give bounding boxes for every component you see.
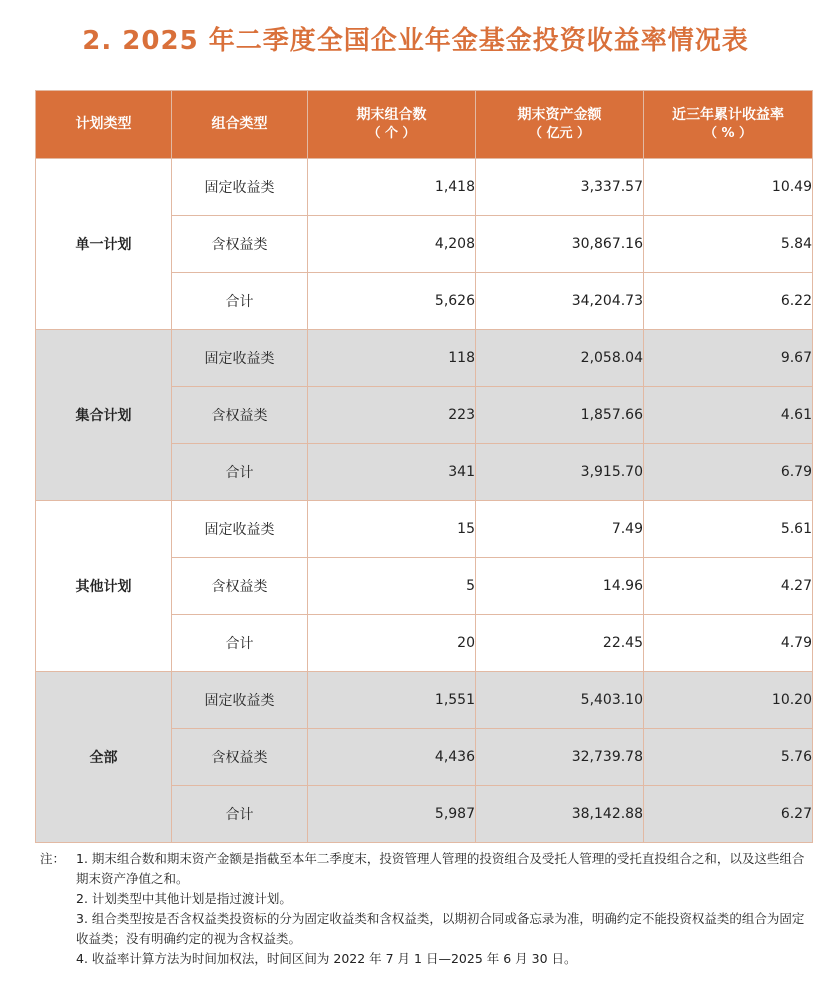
rate-cell: 5.84 xyxy=(644,216,813,273)
table-row xyxy=(36,159,813,216)
assets-cell: 7.49 xyxy=(476,501,644,558)
assets-cell: 38,142.88 xyxy=(476,786,644,843)
rate-cell: 10.20 xyxy=(644,672,813,729)
page-title: 2. 2025 年二季度全国企业年金基金投资收益率情况表 xyxy=(82,26,749,56)
combo-type-cell: 固定收益类 xyxy=(172,501,308,558)
count-cell: 20 xyxy=(308,615,476,672)
rate-cell: 4.27 xyxy=(644,558,813,615)
plan-type-cell: 其他计划 xyxy=(36,501,172,672)
count-cell: 15 xyxy=(308,501,476,558)
note-1: 1. 期末组合数和期末资产金额是指截至本年二季度末，投资管理人管理的投资组合及受托人管理的受托直投组合之和，以及这些组合期末资产净值之和。 xyxy=(76,851,805,886)
assets-cell: 30,867.16 xyxy=(476,216,644,273)
header-count: 期末组合数 （ 个 ） xyxy=(308,91,476,159)
returns-table xyxy=(35,90,813,843)
table-row xyxy=(36,501,813,558)
count-cell: 5,626 xyxy=(308,273,476,330)
count-cell: 1,418 xyxy=(308,159,476,216)
count-cell: 5 xyxy=(308,558,476,615)
plan-type-cell: 集合计划 xyxy=(36,330,172,501)
rate-cell: 5.76 xyxy=(644,729,813,786)
count-cell: 118 xyxy=(308,330,476,387)
assets-cell: 32,739.78 xyxy=(476,729,644,786)
combo-type-cell: 固定收益类 xyxy=(172,159,308,216)
assets-cell: 22.45 xyxy=(476,615,644,672)
rate-cell: 6.79 xyxy=(644,444,813,501)
rate-cell: 9.67 xyxy=(644,330,813,387)
rate-cell: 5.61 xyxy=(644,501,813,558)
rate-cell: 6.27 xyxy=(644,786,813,843)
notes-label: 注： xyxy=(40,851,66,866)
header-row xyxy=(36,91,813,159)
header-assets: 期末资产金额 （ 亿元 ） xyxy=(476,91,644,159)
note-2: 2. 计划类型中其他计划是指过渡计划。 xyxy=(76,891,292,906)
combo-type-cell: 含权益类 xyxy=(172,216,308,273)
assets-cell: 3,337.57 xyxy=(476,159,644,216)
plan-type-cell: 全部 xyxy=(36,672,172,843)
count-cell: 1,551 xyxy=(308,672,476,729)
footnotes xyxy=(40,849,815,969)
rate-cell: 4.61 xyxy=(644,387,813,444)
header-plan-type: 计划类型 xyxy=(36,91,172,159)
count-cell: 341 xyxy=(308,444,476,501)
note-4: 4. 收益率计算方法为时间加权法，时间区间为 2022 年 7 月 1 日—2025 年 6 月 30 日。 xyxy=(76,951,577,966)
assets-cell: 34,204.73 xyxy=(476,273,644,330)
combo-type-cell: 固定收益类 xyxy=(172,672,308,729)
rate-cell: 6.22 xyxy=(644,273,813,330)
count-cell: 4,208 xyxy=(308,216,476,273)
combo-type-cell: 合计 xyxy=(172,444,308,501)
assets-cell: 3,915.70 xyxy=(476,444,644,501)
header-return-rate: 近三年累计收益率 （ % ） xyxy=(644,91,813,159)
table-row xyxy=(36,672,813,729)
assets-cell: 1,857.66 xyxy=(476,387,644,444)
combo-type-cell: 含权益类 xyxy=(172,729,308,786)
assets-cell: 5,403.10 xyxy=(476,672,644,729)
combo-type-cell: 合计 xyxy=(172,786,308,843)
combo-type-cell: 合计 xyxy=(172,615,308,672)
header-combo-type: 组合类型 xyxy=(172,91,308,159)
note-3: 3. 组合类型按是否含权益类投资标的分为固定收益类和含权益类，以期初合同或备忘录为准，明确约定不能投资权益类的组合为固定收益类；没有明确约定的视为含权益类。 xyxy=(76,911,805,946)
count-cell: 223 xyxy=(308,387,476,444)
assets-cell: 14.96 xyxy=(476,558,644,615)
count-cell: 5,987 xyxy=(308,786,476,843)
rate-cell: 4.79 xyxy=(644,615,813,672)
rate-cell: 10.49 xyxy=(644,159,813,216)
combo-type-cell: 含权益类 xyxy=(172,387,308,444)
table-row xyxy=(36,330,813,387)
combo-type-cell: 含权益类 xyxy=(172,558,308,615)
plan-type-cell: 单一计划 xyxy=(36,159,172,330)
count-cell: 4,436 xyxy=(308,729,476,786)
combo-type-cell: 固定收益类 xyxy=(172,330,308,387)
combo-type-cell: 合计 xyxy=(172,273,308,330)
assets-cell: 2,058.04 xyxy=(476,330,644,387)
